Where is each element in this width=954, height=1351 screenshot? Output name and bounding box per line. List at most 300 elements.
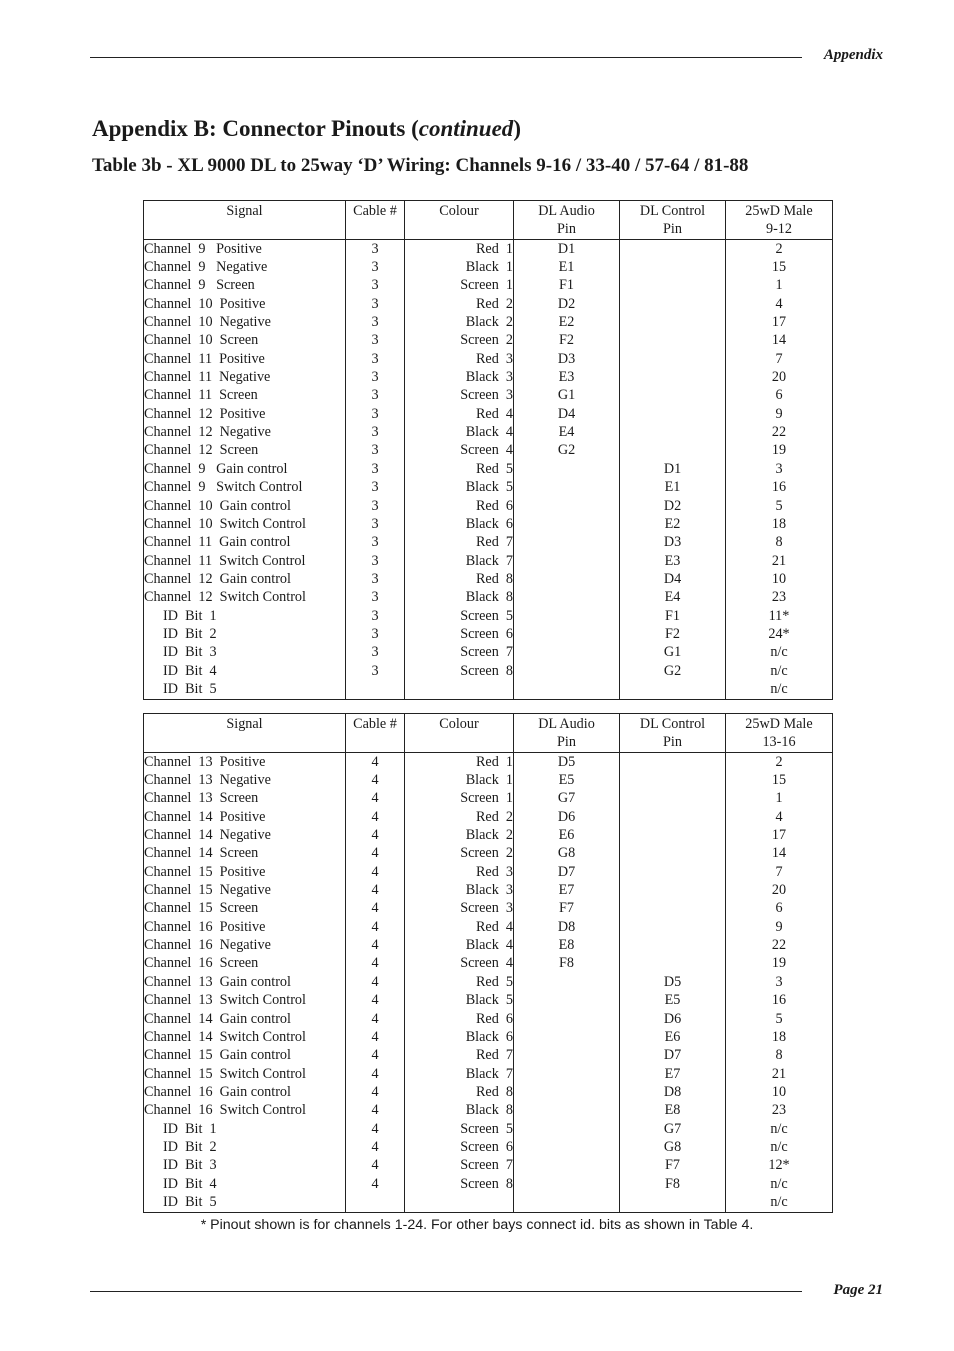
cell-text: 20 <box>771 882 787 899</box>
cell-colour <box>405 789 514 807</box>
cell-text: Black 5 <box>465 479 513 496</box>
cell-dl-control-pin <box>620 789 726 807</box>
cell-dl-audio-pin <box>514 1083 620 1101</box>
cell-text: Screen 1 <box>460 277 513 294</box>
cell-text: Channel 16 Positive <box>144 918 266 935</box>
cell-dl-control-pin <box>620 368 726 386</box>
cell-text: Screen 7 <box>460 644 513 661</box>
cell-cable <box>346 276 405 294</box>
cell-text: ID Bit 3 <box>163 644 217 661</box>
cell-dl-control-pin <box>620 643 726 661</box>
cell-dl-audio-pin <box>514 1156 620 1174</box>
cell-dl-control-pin <box>620 478 726 496</box>
cell-male-pin <box>726 552 833 570</box>
footer-rule <box>90 1291 802 1292</box>
cell-text: G2 <box>557 442 576 459</box>
cell-text: Channel 15 Gain control <box>144 1047 291 1064</box>
cell-colour <box>405 607 514 625</box>
cell-text: G8 <box>663 1138 682 1155</box>
cell-text: n/c <box>770 1193 788 1210</box>
cell-text: 4 <box>371 1047 379 1064</box>
cell-dl-control-pin <box>620 515 726 533</box>
cell-male-pin <box>726 1028 833 1046</box>
cell-text: Black 4 <box>465 424 513 441</box>
table-row <box>144 1175 833 1193</box>
cell-text: Channel 12 Negative <box>144 424 271 441</box>
cell-cable <box>346 588 405 606</box>
cell-text: Screen 4 <box>460 955 513 972</box>
table-row <box>144 863 833 881</box>
cell-dl-audio-pin <box>514 844 620 862</box>
cell-dl-control-pin <box>620 1065 726 1083</box>
cell-cable <box>346 1193 405 1213</box>
cell-text: 7 <box>775 863 783 880</box>
cell-text: F1 <box>559 277 574 294</box>
table-row <box>144 752 833 771</box>
table-row <box>144 405 833 423</box>
cell-text: ID Bit 1 <box>163 1120 217 1137</box>
cell-colour <box>405 881 514 899</box>
cell-male-pin <box>726 515 833 533</box>
cell-text: 10 <box>771 570 787 587</box>
header-dl-audio-pin: DL Audio Pin <box>514 201 620 240</box>
cell-dl-control-pin <box>620 607 726 625</box>
cell-male-pin <box>726 497 833 515</box>
cell-text: Channel 9 Screen <box>144 277 255 294</box>
cell-text: 16 <box>771 992 787 1009</box>
cell-dl-audio-pin <box>514 313 620 331</box>
cell-text: 4 <box>371 1010 379 1027</box>
cell-text: Channel 15 Switch Control <box>144 1065 306 1082</box>
cell-colour <box>405 1193 514 1213</box>
cell-male-pin <box>726 1120 833 1138</box>
table-row <box>144 423 833 441</box>
cell-text: Channel 12 Positive <box>144 405 266 422</box>
table-header-row <box>144 201 833 240</box>
cell-text: E6 <box>558 827 575 844</box>
table-row <box>144 460 833 478</box>
cell-signal <box>144 350 346 368</box>
cell-dl-control-pin <box>620 533 726 551</box>
cell-dl-audio-pin <box>514 1175 620 1193</box>
cell-text: Screen 2 <box>460 845 513 862</box>
cell-text: 12* <box>768 1157 790 1174</box>
cell-signal <box>144 441 346 459</box>
cell-dl-control-pin <box>620 771 726 789</box>
cell-cable <box>346 1156 405 1174</box>
cell-text: Channel 13 Gain control <box>144 973 291 990</box>
cell-text: E3 <box>558 369 575 386</box>
cell-dl-control-pin <box>620 588 726 606</box>
cell-text: Channel 10 Negative <box>144 314 271 331</box>
pinout-table-channels-9-12 <box>143 200 833 700</box>
cell-cable <box>346 954 405 972</box>
cell-text: 1 <box>775 790 783 807</box>
cell-cable <box>346 643 405 661</box>
cell-text: Channel 10 Switch Control <box>144 515 306 532</box>
cell-colour <box>405 258 514 276</box>
cell-dl-audio-pin <box>514 478 620 496</box>
footnote: * Pinout shown is for channels 1-24. For other bays connect id. bits as shown in Table 4. <box>200 1217 754 1233</box>
cell-text: 4 <box>371 827 379 844</box>
cell-text: 3 <box>371 625 379 642</box>
cell-dl-control-pin <box>620 625 726 643</box>
cell-text: F7 <box>559 900 574 917</box>
cell-signal <box>144 258 346 276</box>
cell-text: E2 <box>558 314 575 331</box>
cell-text: E4 <box>558 424 575 441</box>
cell-dl-audio-pin <box>514 350 620 368</box>
cell-text: Red 7 <box>475 534 513 551</box>
cell-cable <box>346 295 405 313</box>
cell-text: Channel 16 Screen <box>144 955 259 972</box>
cell-text: D5 <box>557 753 576 770</box>
cell-male-pin <box>726 588 833 606</box>
cell-text: 17 <box>771 314 787 331</box>
cell-male-pin <box>726 1083 833 1101</box>
cell-text: Black 6 <box>465 515 513 532</box>
cell-dl-audio-pin <box>514 680 620 700</box>
cell-text: Screen 5 <box>460 1120 513 1137</box>
cell-text: Screen 8 <box>460 1175 513 1192</box>
cell-text: 3 <box>371 424 379 441</box>
cell-colour <box>405 1138 514 1156</box>
header-signal: Signal <box>144 714 346 753</box>
cell-text: Black 5 <box>465 992 513 1009</box>
cell-cable <box>346 258 405 276</box>
cell-male-pin <box>726 899 833 917</box>
cell-text: Red 2 <box>475 808 513 825</box>
cell-signal <box>144 752 346 771</box>
table-row <box>144 789 833 807</box>
cell-cable <box>346 423 405 441</box>
cell-signal <box>144 295 346 313</box>
cell-text: Channel 12 Gain control <box>144 570 291 587</box>
cell-text: Channel 10 Positive <box>144 295 266 312</box>
cell-text: Screen 2 <box>460 332 513 349</box>
cell-dl-control-pin <box>620 1175 726 1193</box>
cell-colour <box>405 1101 514 1119</box>
cell-cable <box>346 405 405 423</box>
cell-signal <box>144 552 346 570</box>
cell-text: Black 8 <box>465 1102 513 1119</box>
cell-text: 4 <box>371 1157 379 1174</box>
cell-text: Channel 14 Negative <box>144 827 271 844</box>
table-row <box>144 643 833 661</box>
cell-signal <box>144 973 346 991</box>
cell-text: Channel 16 Gain control <box>144 1083 291 1100</box>
running-header: Appendix <box>823 47 883 63</box>
table-row <box>144 295 833 313</box>
table-row <box>144 497 833 515</box>
cell-signal <box>144 1156 346 1174</box>
cell-dl-control-pin <box>620 552 726 570</box>
table-row <box>144 680 833 700</box>
cell-cable <box>346 478 405 496</box>
cell-dl-control-pin <box>620 1101 726 1119</box>
cell-text: ID Bit 2 <box>163 1138 217 1155</box>
cell-male-pin <box>726 881 833 899</box>
cell-male-pin <box>726 1010 833 1028</box>
cell-dl-control-pin <box>620 1156 726 1174</box>
table-row <box>144 313 833 331</box>
cell-text: E7 <box>664 1065 681 1082</box>
cell-text: Black 2 <box>465 314 513 331</box>
cell-signal <box>144 899 346 917</box>
cell-dl-audio-pin <box>514 771 620 789</box>
cell-colour <box>405 808 514 826</box>
cell-colour <box>405 752 514 771</box>
cell-text: Screen 3 <box>460 387 513 404</box>
cell-cable <box>346 789 405 807</box>
cell-cable <box>346 844 405 862</box>
cell-male-pin <box>726 607 833 625</box>
cell-text: E5 <box>664 992 681 1009</box>
cell-cable <box>346 808 405 826</box>
page-number: Page 21 <box>833 1282 883 1298</box>
table-row <box>144 918 833 936</box>
cell-dl-audio-pin <box>514 1101 620 1119</box>
cell-text: Red 5 <box>475 973 513 990</box>
cell-text: Channel 12 Screen <box>144 442 259 459</box>
cell-dl-audio-pin <box>514 533 620 551</box>
cell-signal <box>144 533 346 551</box>
cell-dl-audio-pin <box>514 918 620 936</box>
cell-dl-audio-pin <box>514 973 620 991</box>
cell-colour <box>405 331 514 349</box>
cell-dl-audio-pin <box>514 991 620 1009</box>
cell-text: n/c <box>770 1138 788 1155</box>
header-cable: Cable # <box>346 714 405 753</box>
cell-text: Channel 11 Gain control <box>144 534 291 551</box>
cell-text: 4 <box>371 772 379 789</box>
cell-text: 20 <box>771 369 787 386</box>
cell-text: F2 <box>559 332 574 349</box>
cell-text: G2 <box>663 662 682 679</box>
cell-text: 3 <box>371 277 379 294</box>
cell-text: 15 <box>771 772 787 789</box>
cell-dl-control-pin <box>620 991 726 1009</box>
table-row <box>144 954 833 972</box>
cell-dl-audio-pin <box>514 497 620 515</box>
cell-dl-audio-pin <box>514 936 620 954</box>
cell-male-pin <box>726 680 833 700</box>
cell-text: ID Bit 5 <box>163 680 217 697</box>
cell-text: Channel 15 Positive <box>144 863 266 880</box>
cell-dl-control-pin <box>620 441 726 459</box>
cell-text: Screen 8 <box>460 662 513 679</box>
table-row <box>144 936 833 954</box>
cell-dl-control-pin <box>620 331 726 349</box>
table-row <box>144 239 833 258</box>
cell-text: 10 <box>771 1083 787 1100</box>
cell-text: 3 <box>371 314 379 331</box>
cell-cable <box>346 331 405 349</box>
cell-dl-control-pin <box>620 276 726 294</box>
cell-text: D3 <box>557 350 576 367</box>
cell-text: Channel 16 Switch Control <box>144 1102 306 1119</box>
cell-dl-audio-pin <box>514 276 620 294</box>
cell-text: 14 <box>771 332 787 349</box>
cell-text: Black 7 <box>465 1065 513 1082</box>
cell-dl-control-pin <box>620 570 726 588</box>
cell-signal <box>144 662 346 680</box>
cell-dl-audio-pin <box>514 607 620 625</box>
cell-colour <box>405 662 514 680</box>
cell-colour <box>405 460 514 478</box>
cell-text: 5 <box>775 497 783 514</box>
cell-dl-control-pin <box>620 295 726 313</box>
cell-cable <box>346 1120 405 1138</box>
cell-colour <box>405 1156 514 1174</box>
cell-text: Channel 14 Screen <box>144 845 259 862</box>
cell-text: 3 <box>371 644 379 661</box>
cell-text: ID Bit 1 <box>163 607 217 624</box>
cell-dl-audio-pin <box>514 863 620 881</box>
cell-cable <box>346 607 405 625</box>
cell-text: D1 <box>663 460 682 477</box>
cell-text: 19 <box>771 955 787 972</box>
cell-text: F1 <box>665 607 680 624</box>
cell-cable <box>346 1028 405 1046</box>
cell-text: D5 <box>663 973 682 990</box>
cell-male-pin <box>726 1101 833 1119</box>
cell-text: 3 <box>371 350 379 367</box>
cell-cable <box>346 350 405 368</box>
cell-cable <box>346 918 405 936</box>
cell-text: 3 <box>371 332 379 349</box>
cell-dl-control-pin <box>620 1120 726 1138</box>
cell-dl-audio-pin <box>514 808 620 826</box>
cell-cable <box>346 973 405 991</box>
table-row <box>144 1083 833 1101</box>
cell-dl-audio-pin <box>514 899 620 917</box>
cell-text: E3 <box>664 552 681 569</box>
cell-male-pin <box>726 1046 833 1064</box>
cell-dl-audio-pin <box>514 258 620 276</box>
cell-text: Black 3 <box>465 369 513 386</box>
cell-cable <box>346 1046 405 1064</box>
cell-text: 3 <box>371 387 379 404</box>
cell-colour <box>405 350 514 368</box>
cell-dl-audio-pin <box>514 1065 620 1083</box>
cell-text: Channel 11 Negative <box>144 369 271 386</box>
cell-text: 3 <box>775 973 783 990</box>
cell-dl-control-pin <box>620 918 726 936</box>
cell-dl-audio-pin <box>514 662 620 680</box>
cell-dl-control-pin <box>620 1010 726 1028</box>
cell-dl-control-pin <box>620 1083 726 1101</box>
cell-male-pin <box>726 313 833 331</box>
cell-text: 21 <box>771 552 787 569</box>
cell-colour <box>405 386 514 404</box>
cell-cable <box>346 1138 405 1156</box>
cell-signal <box>144 1101 346 1119</box>
cell-text: Black 6 <box>465 1028 513 1045</box>
cell-colour <box>405 276 514 294</box>
cell-text: 16 <box>771 479 787 496</box>
cell-text: ID Bit 5 <box>163 1193 217 1210</box>
cell-cable <box>346 368 405 386</box>
cell-text: E1 <box>664 479 681 496</box>
cell-text: Red 3 <box>475 350 513 367</box>
cell-signal <box>144 643 346 661</box>
cell-colour <box>405 313 514 331</box>
cell-signal <box>144 1138 346 1156</box>
cell-dl-audio-pin <box>514 625 620 643</box>
cell-text: F7 <box>665 1157 680 1174</box>
cell-male-pin <box>726 386 833 404</box>
cell-male-pin <box>726 973 833 991</box>
cell-colour <box>405 295 514 313</box>
cell-colour <box>405 1065 514 1083</box>
cell-text: 4 <box>371 1102 379 1119</box>
cell-text: ID Bit 4 <box>163 1175 217 1192</box>
cell-signal <box>144 239 346 258</box>
cell-signal <box>144 1193 346 1213</box>
table-row <box>144 1120 833 1138</box>
cell-text: 3 <box>371 460 379 477</box>
cell-signal <box>144 405 346 423</box>
cell-signal <box>144 863 346 881</box>
cell-signal <box>144 478 346 496</box>
cell-signal <box>144 331 346 349</box>
cell-signal <box>144 771 346 789</box>
cell-signal <box>144 1065 346 1083</box>
table-row <box>144 991 833 1009</box>
cell-signal <box>144 680 346 700</box>
cell-text: Channel 11 Positive <box>144 350 265 367</box>
page-title: Appendix B: Connector Pinouts (continued) <box>92 116 521 141</box>
cell-dl-control-pin <box>620 973 726 991</box>
cell-dl-audio-pin <box>514 239 620 258</box>
cell-text: 4 <box>371 882 379 899</box>
cell-text: 15 <box>771 259 787 276</box>
table-row <box>144 258 833 276</box>
cell-text: Channel 10 Gain control <box>144 497 291 514</box>
cell-dl-control-pin <box>620 497 726 515</box>
cell-cable <box>346 991 405 1009</box>
cell-text: D4 <box>663 570 682 587</box>
cell-text: 4 <box>371 863 379 880</box>
cell-dl-control-pin <box>620 1028 726 1046</box>
cell-text: 8 <box>775 1047 783 1064</box>
header-rule <box>90 57 802 58</box>
cell-colour <box>405 973 514 991</box>
cell-dl-control-pin <box>620 936 726 954</box>
cell-dl-audio-pin <box>514 789 620 807</box>
cell-text: Screen 7 <box>460 1157 513 1174</box>
table-row <box>144 533 833 551</box>
cell-text: Channel 9 Positive <box>144 240 262 257</box>
cell-signal <box>144 1046 346 1064</box>
cell-text: E8 <box>664 1102 681 1119</box>
cell-text: D6 <box>557 808 576 825</box>
cell-dl-audio-pin <box>514 405 620 423</box>
cell-text: D2 <box>663 497 682 514</box>
cell-signal <box>144 497 346 515</box>
cell-text: D8 <box>663 1083 682 1100</box>
cell-colour <box>405 570 514 588</box>
cell-cable <box>346 881 405 899</box>
cell-cable <box>346 1083 405 1101</box>
cell-colour <box>405 441 514 459</box>
cell-text: 4 <box>371 918 379 935</box>
cell-male-pin <box>726 954 833 972</box>
cell-signal <box>144 918 346 936</box>
table-row <box>144 826 833 844</box>
cell-male-pin <box>726 826 833 844</box>
